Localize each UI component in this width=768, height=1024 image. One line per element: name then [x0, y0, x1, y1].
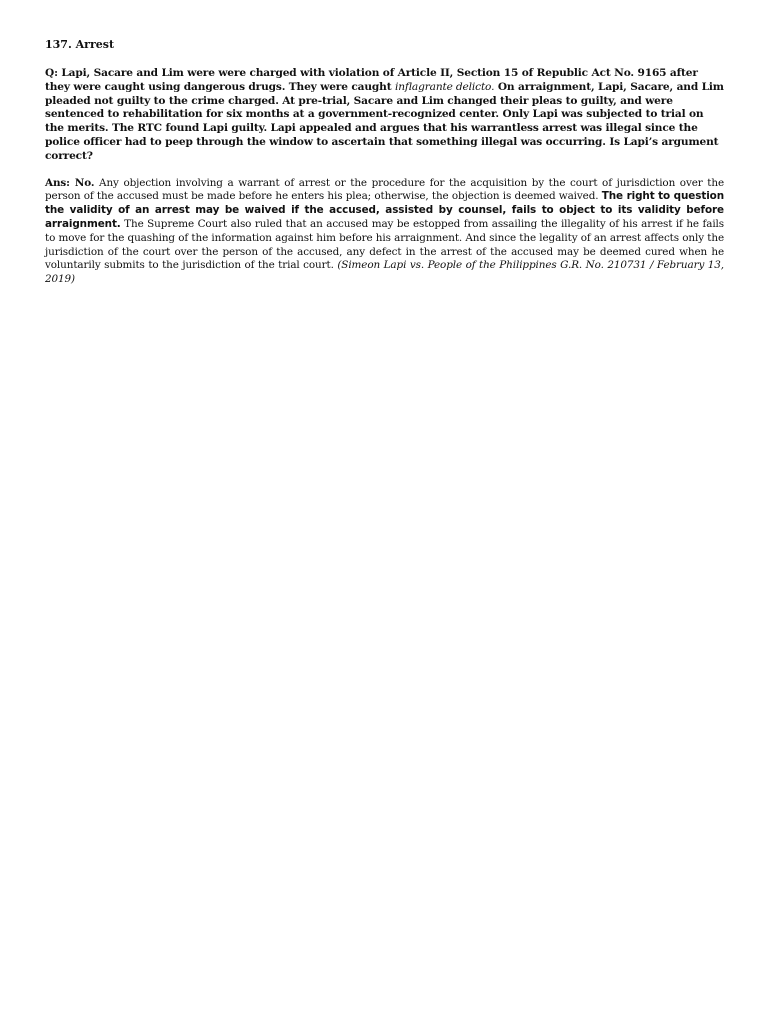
answer-label: Ans: No. — [45, 176, 95, 189]
question-paragraph — [45, 67, 724, 164]
answer-text-part1: Any objection involving a warrant of arrest or the procedure for the acquisition by the court of jurisdiction over the person of the accused must be made before he enters his plea; otherwise, the objection is deemed waived. — [45, 176, 724, 203]
question-rest-text: On arraignment, Lapi, Sacare, and Lim pleaded not guilty to the crime charged. At pre-trial, Sacare and Lim changed their pleas to guilty, and were sentenced to rehabilitation for six months at a government-recognized center. Only Lapi was subjected to trial on the merits. The RTC found Lapi guilty. Lapi appealed and argues that his warrantless arrest was illegal since the police officer had to peep through the window to ascertain that something illegal was occurring. Is Lapi’s argument correct? — [45, 80, 724, 162]
answer-bold-rule: The right to question the validity of an arrest may be waived if the accused, assisted by counsel, fails to object to its validity before arraignment. — [45, 190, 724, 230]
answer-text-part2: The Supreme Court also ruled that an accused may be estopped from assailing the illegality of his arrest if he fails to move for the quashing of the information against him before his arraignment. And since the legality of an arrest affects only the jurisdiction of the court over the person of the accused, any defect in the arrest of the accused may be deemed cured when he voluntarily submits to the jurisdiction of the trial court. — [45, 217, 724, 272]
answer-paragraph — [45, 177, 724, 287]
case-citation: (Simeon Lapi vs. People of the Philippines G.R. No. 210731 / February 13, 2019) — [45, 259, 724, 286]
question-italic-term: inflagrante delicto. — [395, 80, 495, 93]
document-page — [45, 38, 724, 287]
question-lead-text: Q: Lapi, Sacare and Lim were were charged with violation of Article II, Section 15 of Republic Act No. 9165 after they were caught using dangerous drugs. They were caught — [45, 67, 698, 93]
section-heading: 137. Arrest — [45, 38, 115, 51]
